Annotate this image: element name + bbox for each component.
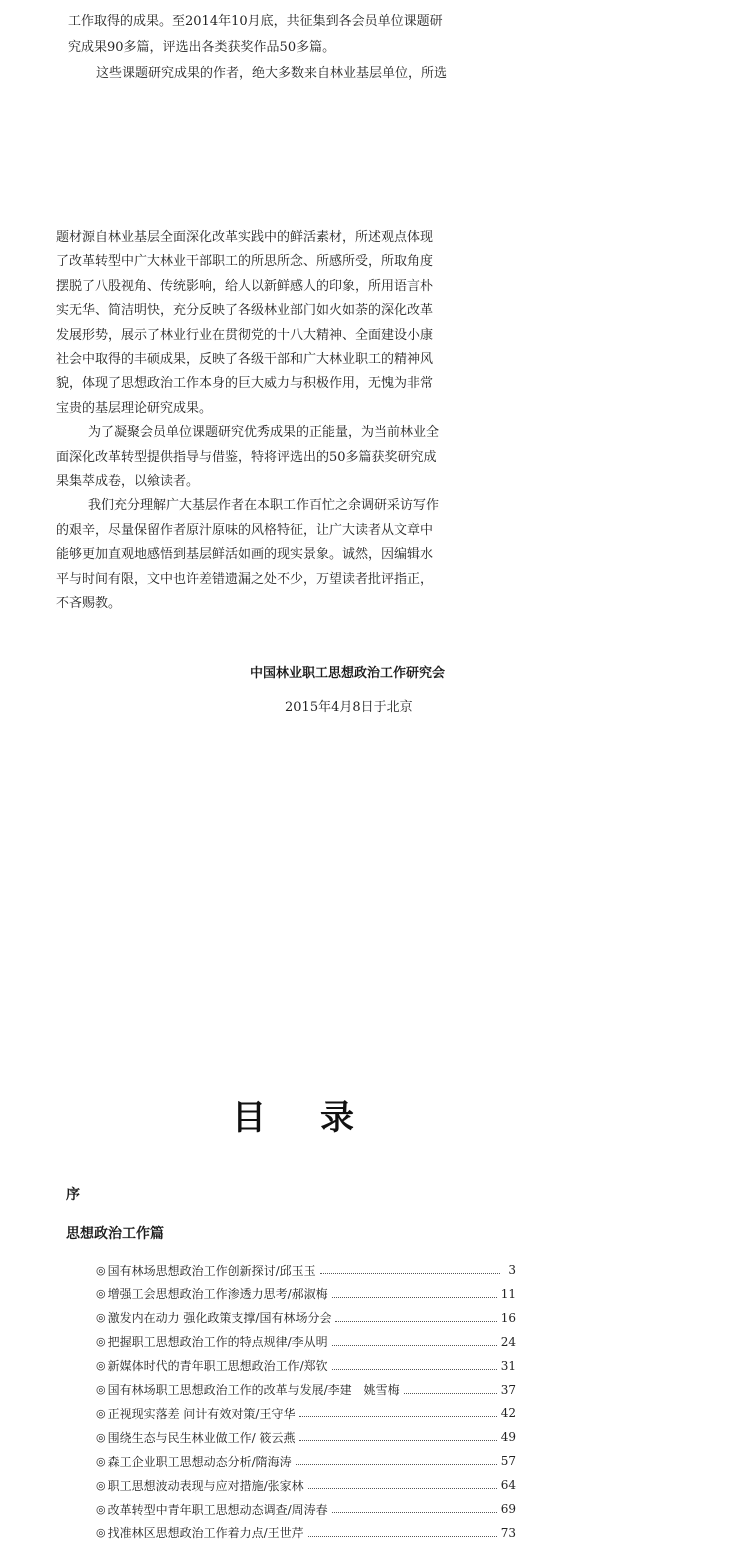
toc-entry-page: 73 [500, 1525, 516, 1540]
toc-entry-title: 围绕生态与民生林业做工作/ 筱云燕 [107, 1430, 296, 1445]
preface-line: 社会中取得的丰硕成果，反映了各级干部和广大林业职工的精神风 [56, 352, 434, 367]
preface-line: 实无华、简洁明快，充分反映了各级林业部门如火如荼的深化改革 [56, 303, 434, 319]
preface-line: 题材源自林业基层全面深化改革实践中的鲜活素材，所述观点体现 [56, 230, 434, 245]
dot-leader [332, 1296, 497, 1298]
preface-line: 不吝赐教。 [56, 596, 122, 611]
bullet-icon: ◎ [96, 1335, 106, 1349]
toc-entry-title: 正视现实落差 问计有效对策/王守华 [107, 1406, 296, 1421]
dot-leader [308, 1535, 497, 1537]
preface-signature: 中国林业职工思想政治工作研究会 [250, 666, 446, 681]
toc-entry-page: 64 [500, 1478, 516, 1493]
toc-entry-title: 新媒体时代的青年职工思想政治工作/郑钦 [107, 1359, 328, 1374]
toc-entry-title: 职工思想波动表现与应对措施/张家林 [107, 1478, 304, 1493]
dot-leader [332, 1511, 497, 1513]
preface-line: 这些课题研究成果的作者，绝大多数来自林业基层单位，所选 [96, 66, 448, 81]
toc-entry-title: 国有林场思想政治工作创新探讨/邱玉玉 [107, 1263, 316, 1278]
toc-entry-page: 42 [500, 1406, 516, 1421]
dot-leader [296, 1463, 497, 1465]
toc-entry-title: 增强工会思想政治工作渗透力思考/郝淑梅 [107, 1287, 328, 1302]
toc-entry[interactable] [96, 1475, 516, 1495]
bullet-icon: ◎ [96, 1311, 106, 1325]
preface-line: 宝贵的基层理论研究成果。 [56, 400, 213, 416]
toc-entry[interactable] [96, 1284, 516, 1304]
preface-line: 工作取得的成果。至2014年10月底，共征集到各会员单位课题研 [68, 14, 443, 29]
preface-line: 我们充分理解广大基层作者在本职工作百忙之余调研采访写作 [88, 498, 440, 514]
bullet-icon: ◎ [96, 1383, 106, 1396]
toc-entry-title: 改革转型中青年职工思想动态调查/周涛春 [107, 1502, 328, 1517]
toc-preface-label: 序 [66, 1187, 80, 1203]
toc-entry[interactable] [96, 1356, 516, 1376]
bullet-icon: ◎ [96, 1406, 106, 1420]
dot-leader [404, 1392, 497, 1394]
bullet-icon: ◎ [96, 1478, 106, 1492]
preface-line: 了改革转型中广大林业干部职工的所思所念、所感所受，所取角度 [56, 254, 434, 270]
preface-line: 平与时间有限，文中也许差错遗漏之处不少，万望读者批评指正， [56, 571, 434, 587]
toc-entry-title: 森工企业职工思想动态分析/隋海涛 [107, 1454, 292, 1469]
toc-entry-page: 49 [500, 1430, 516, 1445]
preface-line: 究成果90多篇，评选出各类获奖作品50多篇。 [68, 40, 336, 55]
preface-line: 面深化改革转型提供指导与借鉴，特将评选出的50多篇获奖研究成 [56, 449, 437, 465]
dot-leader [299, 1415, 496, 1417]
preface-date: 2015年4月8日于北京 [285, 700, 413, 715]
toc-entry[interactable] [96, 1523, 516, 1543]
bullet-icon: ◎ [96, 1502, 106, 1516]
bullet-icon: ◎ [96, 1287, 106, 1301]
bullet-icon: ◎ [96, 1359, 106, 1373]
toc-entry-title: 把握职工思想政治工作的特点规律/李从明 [107, 1335, 328, 1350]
toc-entry-page: 16 [500, 1310, 516, 1325]
dot-leader [299, 1439, 496, 1441]
toc-entry-page: 11 [500, 1286, 516, 1301]
bullet-icon: ◎ [96, 1526, 106, 1540]
toc-entry-title: 国有林场职工思想政治工作的改革与发展/李建 姚雪梅 [107, 1383, 400, 1397]
toc-entry[interactable] [96, 1380, 516, 1400]
dot-leader [335, 1320, 496, 1322]
toc-section-heading: 思想政治工作篇 [66, 1226, 164, 1242]
bullet-icon: ◎ [96, 1263, 106, 1277]
toc-entry[interactable] [96, 1403, 516, 1423]
preface-line: 貌，体现了思想政治工作本身的巨大威力与积极作用，无愧为非常 [56, 376, 434, 392]
toc-entry[interactable] [96, 1427, 516, 1447]
bullet-icon: ◎ [96, 1454, 106, 1468]
toc-entry[interactable] [96, 1451, 516, 1471]
preface-line: 能够更加直观地感悟到基层鲜活如画的现实景象。诚然，因编辑水 [56, 547, 434, 563]
toc-entry[interactable] [96, 1308, 516, 1328]
bullet-icon: ◎ [96, 1430, 106, 1444]
toc-entry-page: 57 [500, 1454, 516, 1469]
toc-entry-page: 31 [500, 1358, 516, 1373]
preface-line: 为了凝聚会员单位课题研究优秀成果的正能量，为当前林业全 [88, 425, 440, 441]
preface-line: 的艰辛，尽量保留作者原汁原味的风格特征，让广大读者从文章中 [56, 522, 434, 538]
toc-entry-page: 69 [500, 1502, 516, 1516]
toc-entry-page: 37 [500, 1382, 516, 1397]
toc-entry-title: 激发内在动力 强化政策支撑/国有林场分会 [107, 1311, 332, 1326]
preface-line: 果集萃成卷，以飨读者。 [56, 474, 200, 489]
dot-leader [332, 1344, 497, 1346]
toc-entry-title: 找准林区思想政治工作着力点/王世芹 [107, 1526, 304, 1541]
dot-leader [332, 1368, 497, 1370]
toc-title: 目录 [232, 1098, 408, 1138]
preface-line: 发展形势，展示了林业行业在贯彻党的十八大精神、全面建设小康 [56, 327, 434, 343]
toc-entry-page: 3 [508, 1263, 516, 1277]
preface-line: 摆脱了八股视角、传统影响，给人以新鲜感人的印象，所用语言朴 [56, 278, 434, 294]
dot-leader [308, 1487, 497, 1489]
toc-entry-page: 24 [500, 1334, 516, 1349]
dot-leader [320, 1272, 500, 1274]
toc-entry[interactable] [96, 1499, 516, 1519]
toc-entry[interactable] [96, 1332, 516, 1352]
toc-entry[interactable] [96, 1260, 516, 1280]
